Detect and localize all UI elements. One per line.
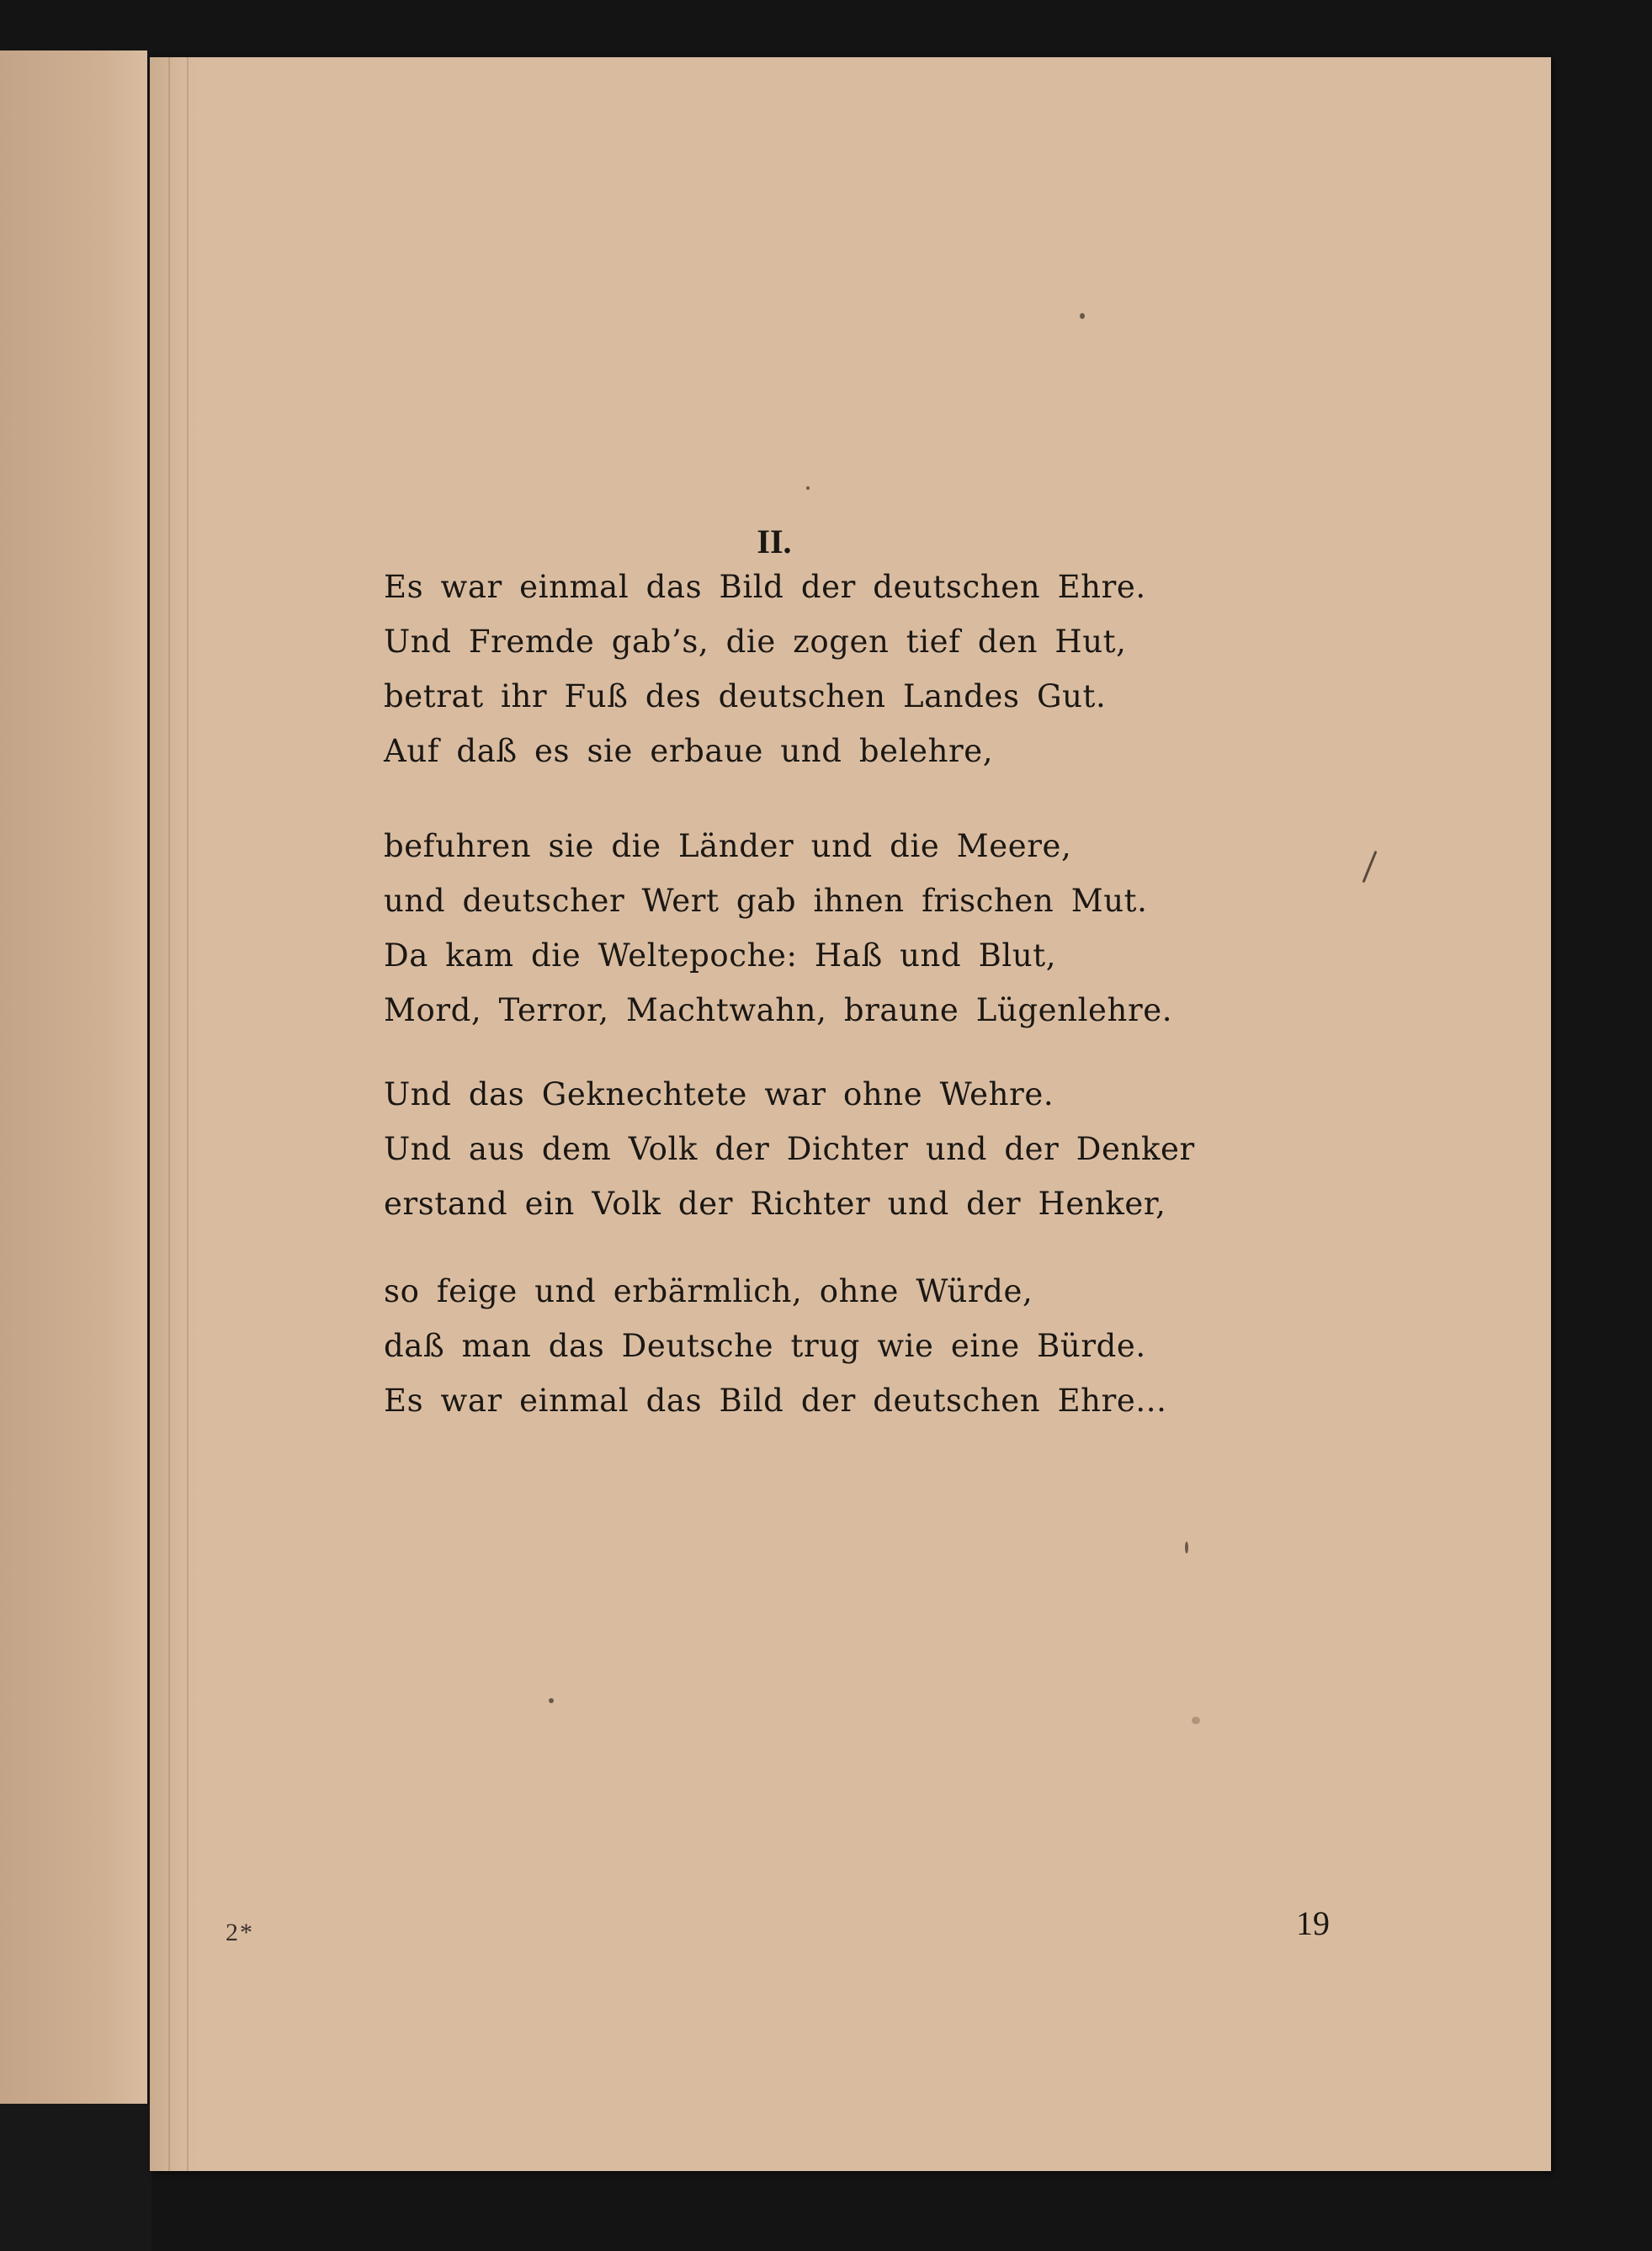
paper-speck xyxy=(1192,1717,1200,1724)
verse-line: Da kam die Weltepoche: Haß und Blut, xyxy=(384,937,1057,974)
section-heading: II. xyxy=(757,523,792,560)
verse-line: Auf daß es sie erbaue und belehre, xyxy=(384,733,994,769)
verse-line: Mord, Terror, Machtwahn, braune Lügenlehre. xyxy=(384,992,1173,1028)
paper-speck xyxy=(806,486,810,490)
background-corner xyxy=(0,2104,151,2251)
stanza-4 xyxy=(384,1264,1166,1428)
paper-speck xyxy=(1080,313,1085,319)
stanza-1 xyxy=(384,560,1146,778)
stanza-2 xyxy=(384,819,1172,1038)
signature-mark: 2* xyxy=(226,1919,254,1946)
page-gutter xyxy=(150,57,200,2171)
verse-line: betrat ihr Fuß des deutschen Landes Gut. xyxy=(384,678,1107,714)
verse-line: befuhren sie die Länder und die Meere, xyxy=(384,828,1072,864)
verse-line: Es war einmal das Bild der deutschen Ehre. xyxy=(384,569,1146,605)
left-page-edge xyxy=(0,50,147,2188)
gutter-line xyxy=(168,57,170,2171)
verse-line: Und das Geknechtete war ohne Wehre. xyxy=(384,1076,1054,1112)
verse-line: daß man das Deutsche trug wie eine Bürde. xyxy=(384,1328,1146,1364)
verse-line: Es war einmal das Bild der deutschen Ehre... xyxy=(384,1383,1167,1419)
verse-line: und deutscher Wert gab ihnen frischen Mut. xyxy=(384,883,1148,919)
paper-speck xyxy=(1185,1542,1188,1553)
verse-line: Und Fremde gab’s, die zogen tief den Hut, xyxy=(384,624,1127,660)
verse-line: Und aus dem Volk der Dichter und der Denker xyxy=(384,1131,1195,1167)
verse-line: erstand ein Volk der Richter und der Henker, xyxy=(384,1186,1166,1222)
gutter-line xyxy=(187,57,189,2171)
stanza-3 xyxy=(384,1067,1195,1231)
page-number: 19 xyxy=(1296,1904,1330,1942)
paper-speck xyxy=(549,1698,554,1703)
verse-line: so feige und erbärmlich, ohne Würde, xyxy=(384,1273,1033,1309)
